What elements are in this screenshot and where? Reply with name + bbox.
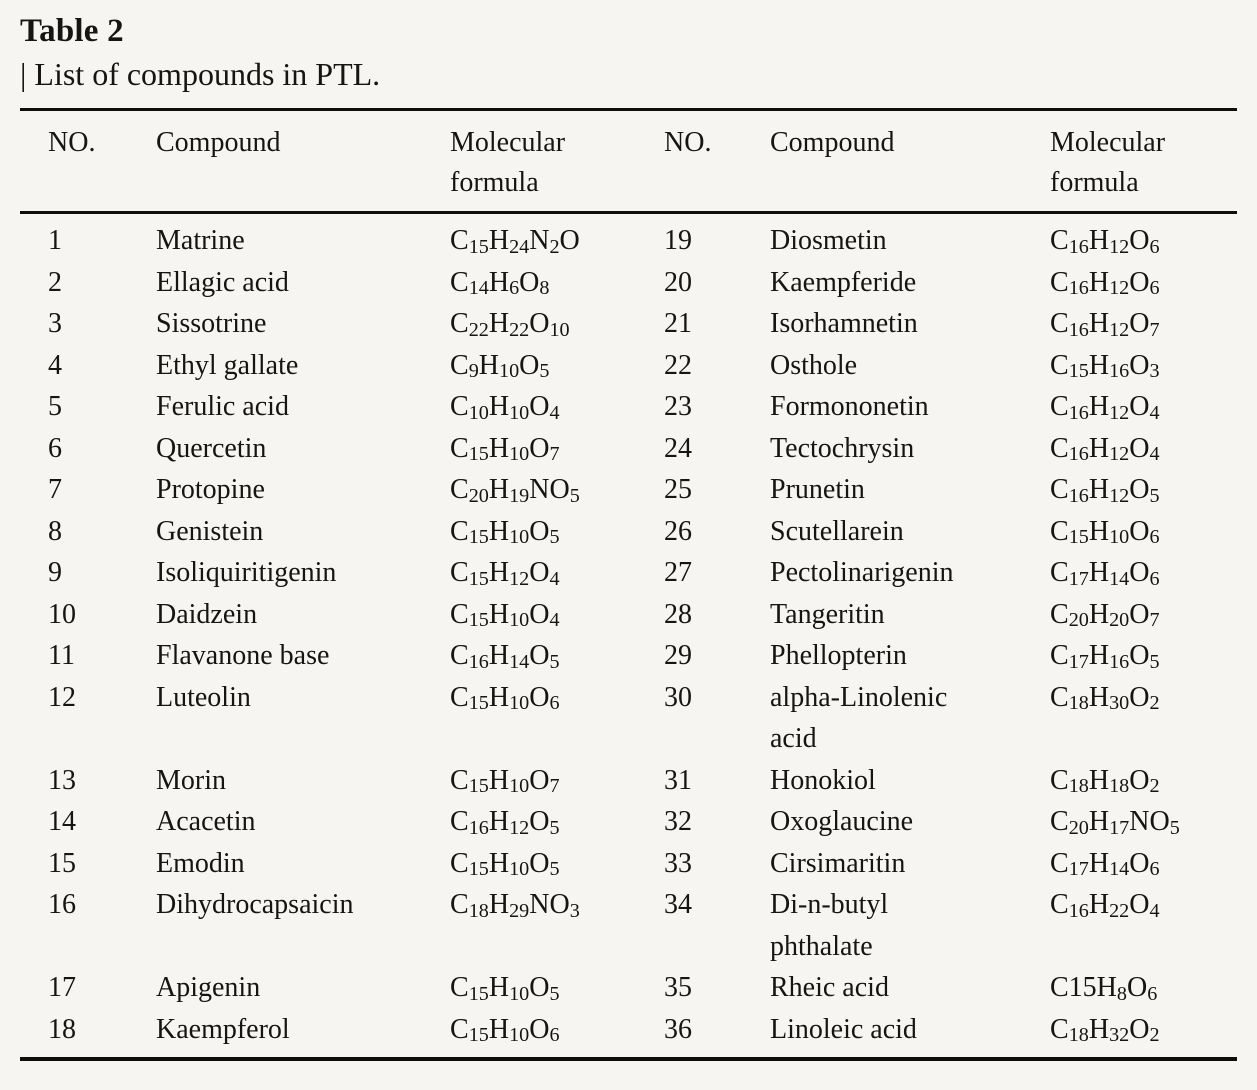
row-number-left: 11	[48, 640, 75, 671]
compound-name-right: Honokiol	[770, 764, 876, 796]
table-header-row	[20, 111, 1237, 211]
compound-name-right: Cirsimaritin	[770, 847, 906, 879]
row-number-left: 9	[48, 557, 62, 588]
row-number-right: 25	[664, 474, 692, 505]
molecular-formula-left: $C_{15}H_{10}O_6$	[450, 681, 560, 715]
molecular-formula-left: $C_{10}H_{10}O_4$	[450, 391, 560, 424]
row-number-right: 26	[664, 515, 692, 547]
compound-name-left: Quercetin	[156, 432, 267, 464]
molecular-formula-right: $C_{18}H_{30}O_2$	[1050, 681, 1160, 715]
molecular-formula-right: $C_{20}H_{20}O_7$	[1050, 598, 1160, 632]
table-row	[20, 1009, 1237, 1051]
row-number-right: 34	[664, 889, 692, 920]
molecular-formula-left: $C_{15}H_{10}O_5$	[450, 847, 560, 881]
table-row	[20, 594, 1237, 636]
molecular-formula-right: $C_{16}H_{12}O_7$	[1050, 308, 1160, 341]
compound-name-right: Phellopterin	[770, 640, 907, 671]
compound-name-left: Matrine	[156, 225, 245, 256]
compound-name-left: Morin	[156, 764, 226, 796]
molecular-formula-left: $C_{22}H_{22}O_{10}$	[450, 308, 570, 341]
compound-name-left: Ferulic acid	[156, 391, 289, 422]
compound-name-left: Apigenin	[156, 972, 261, 1003]
table-row	[20, 552, 1237, 594]
row-number-right: 21	[664, 308, 692, 339]
table-row	[20, 469, 1237, 511]
molecular-formula-right: $C_{15}H_{16}O_3$	[1050, 349, 1160, 383]
molecular-formula-right: $C_{17}H_{14}O_6$	[1050, 847, 1160, 881]
compound-name-left: Luteolin	[156, 681, 251, 713]
compound-name-left: Emodin	[156, 847, 245, 879]
molecular-formula-left: $C_9H_{10}O_5$	[450, 349, 550, 383]
compound-name-right: Di-n-butyl phthalate	[770, 889, 889, 962]
molecular-formula-left: $C_{15}H_{10}O_4$	[450, 598, 560, 632]
row-number-right: 29	[664, 640, 692, 671]
row-number-left: 3	[48, 308, 62, 339]
molecular-formula-left: $C_{14}H_6O_8$	[450, 266, 550, 300]
molecular-formula-left: $C_{16}H_{12}O_5$	[450, 806, 560, 839]
table-row	[20, 760, 1237, 802]
row-number-left: 13	[48, 764, 76, 796]
table-row	[20, 843, 1237, 885]
molecular-formula-left: $C_{18}H_{29}NO_3$	[450, 889, 580, 922]
row-number-left: 2	[48, 266, 62, 298]
row-number-right: 22	[664, 349, 692, 381]
compound-name-right: Scutellarein	[770, 515, 904, 547]
table-row	[20, 801, 1237, 843]
molecular-formula-right: $C_{16}H_{22}O_4$	[1050, 889, 1160, 922]
row-number-left: 8	[48, 515, 62, 547]
row-number-left: 12	[48, 681, 76, 713]
molecular-formula-right: $C_{16}H_{12}O_6$	[1050, 225, 1160, 258]
compound-name-right: Osthole	[770, 349, 858, 381]
molecular-formula-right: $C_{17}H_{14}O_6$	[1050, 557, 1160, 590]
row-number-left: 16	[48, 889, 76, 920]
compound-name-right: Tectochrysin	[770, 432, 915, 464]
compound-name-right: Oxoglaucine	[770, 806, 914, 837]
compound-name-left: Ellagic acid	[156, 266, 289, 298]
row-number-left: 6	[48, 432, 62, 464]
row-number-right: 35	[664, 972, 692, 1003]
molecular-formula-left: $C_{16}H_{14}O_5$	[450, 640, 560, 673]
row-number-right: 36	[664, 1013, 692, 1045]
row-number-left: 10	[48, 598, 76, 630]
table-row	[20, 345, 1237, 387]
table-row	[20, 262, 1237, 304]
compound-name-right: Rheic acid	[770, 972, 889, 1003]
table-row	[20, 220, 1237, 262]
table-row	[20, 386, 1237, 428]
molecular-formula-left: $C_{15}H_{10}O_6$	[450, 1013, 560, 1047]
table-bottom-rule	[20, 1057, 1237, 1061]
molecular-formula-right: $C_{16}H_{12}O_4$	[1050, 432, 1160, 466]
compound-name-right: alpha-Linolenic acid	[770, 681, 948, 754]
molecular-formula-right: $C_{17}H_{16}O_5$	[1050, 640, 1160, 673]
molecular-formula-right: $C_{20}H_{17}NO_5$	[1050, 806, 1180, 839]
compound-name-left: Ethyl gallate	[156, 349, 299, 381]
molecular-formula-right: $C_{16}H_{12}O_6$	[1050, 266, 1160, 300]
compound-name-left: Daidzein	[156, 598, 258, 630]
molecular-formula-left: $C_{15}H_{10}O_7$	[450, 764, 560, 798]
molecular-formula-right: $C_{15}H_{10}O_6$	[1050, 515, 1160, 549]
row-number-right: 32	[664, 806, 692, 837]
row-number-right: 33	[664, 847, 692, 879]
compound-name-left: Kaempferol	[156, 1013, 290, 1045]
molecular-formula-right: $C_{18}H_{18}O_2$	[1050, 764, 1160, 798]
compound-name-right: Linoleic acid	[770, 1013, 917, 1045]
table-caption: | List of compounds in PTL.	[20, 56, 381, 92]
header-no-right: NO.	[664, 127, 712, 158]
row-number-right: 19	[664, 225, 692, 256]
row-number-right: 31	[664, 764, 692, 796]
compound-name-right: Isorhamnetin	[770, 308, 918, 339]
row-number-left: 7	[48, 474, 62, 505]
row-number-right: 24	[664, 432, 692, 464]
molecular-formula-left: $C_{20}H_{19}NO_5$	[450, 474, 580, 507]
compound-name-left: Acacetin	[156, 806, 256, 837]
row-number-right: 28	[664, 598, 692, 630]
compound-name-right: Diosmetin	[770, 225, 887, 256]
molecular-formula-right: $C_{16}H_{12}O_5$	[1050, 474, 1160, 507]
table-row	[20, 967, 1237, 1009]
molecular-formula-left: $C_{15}H_{10}O_5$	[450, 515, 560, 549]
compound-name-left: Dihydrocapsaicin	[156, 889, 354, 920]
molecular-formula-left: $C_{15}H_{10}O_5$	[450, 972, 560, 1005]
row-number-right: 30	[664, 681, 692, 713]
row-number-left: 5	[48, 391, 62, 422]
table-row	[20, 511, 1237, 553]
row-number-left: 17	[48, 972, 76, 1003]
compound-name-right: Pectolinarigenin	[770, 557, 954, 588]
table-row	[20, 677, 1237, 760]
compound-name-right: Tangeritin	[770, 598, 885, 630]
table-row	[20, 884, 1237, 967]
header-no-left: NO.	[48, 127, 96, 158]
molecular-formula-right: $C15H_8O_6$	[1050, 972, 1158, 1005]
row-number-right: 27	[664, 557, 692, 588]
compound-name-left: Sissotrine	[156, 308, 267, 339]
table-row	[20, 428, 1237, 470]
row-number-left: 15	[48, 847, 76, 879]
compound-name-left: Protopine	[156, 474, 265, 505]
molecular-formula-left: $C_{15}H_{12}O_4$	[450, 557, 560, 590]
header-formula-right: Molecular formula	[1050, 127, 1166, 198]
row-number-right: 20	[664, 266, 692, 298]
header-compound-left: Compound	[156, 127, 281, 158]
table-row	[20, 303, 1237, 345]
compound-name-right: Kaempferide	[770, 266, 917, 298]
molecular-formula-left: $C_{15}H_{10}O_7$	[450, 432, 560, 466]
compound-name-right: Prunetin	[770, 474, 865, 505]
header-formula-left: Molecular formula	[450, 127, 566, 198]
row-number-left: 18	[48, 1013, 76, 1045]
molecular-formula-right: $C_{18}H_{32}O_2$	[1050, 1013, 1160, 1047]
table-body	[20, 214, 1237, 1057]
row-number-left: 1	[48, 225, 62, 256]
molecular-formula-right: $C_{16}H_{12}O_4$	[1050, 391, 1160, 424]
compound-name-left: Genistein	[156, 515, 264, 547]
header-compound-right: Compound	[770, 127, 895, 158]
compound-name-left: Flavanone base	[156, 640, 330, 671]
table-row	[20, 635, 1237, 677]
row-number-right: 23	[664, 391, 692, 422]
molecular-formula-left: $C_{15}H_{24}N_2O$	[450, 225, 580, 258]
table-number-label: Table 2	[20, 13, 124, 49]
row-number-left: 14	[48, 806, 76, 837]
compound-name-left: Isoliquiritigenin	[156, 557, 337, 588]
compound-name-right: Formononetin	[770, 391, 929, 422]
row-number-left: 4	[48, 349, 62, 381]
